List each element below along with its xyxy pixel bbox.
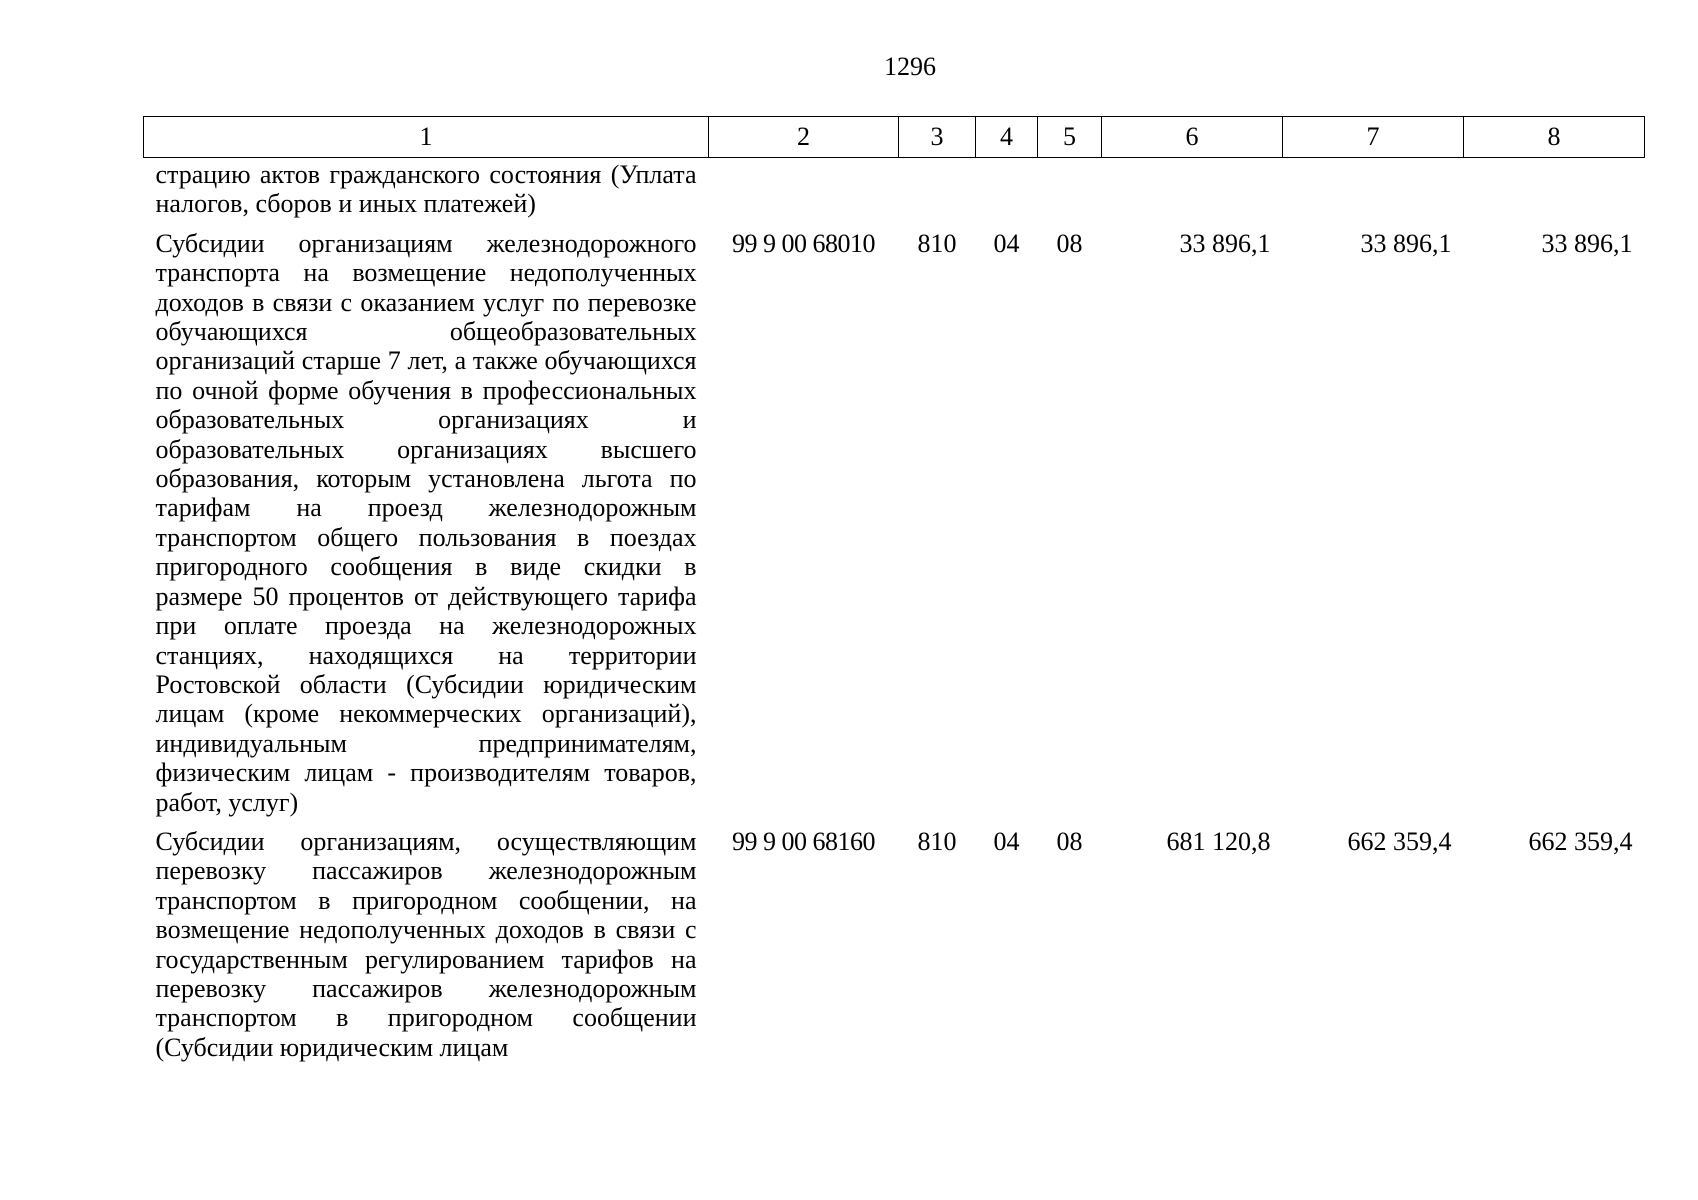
row-col7: 662 359,4	[1347, 826, 1452, 856]
header-col-6: 6	[1102, 117, 1283, 158]
header-col-7: 7	[1283, 117, 1464, 158]
row-col3	[899, 158, 976, 229]
budget-table	[143, 116, 1645, 1062]
row-col3: 810	[917, 228, 957, 258]
row-col6	[1102, 158, 1283, 229]
header-col-2: 2	[709, 117, 899, 158]
row-col5	[1038, 158, 1102, 229]
row-col3: 810	[917, 826, 957, 856]
row-col4	[976, 158, 1038, 229]
row-col4: 04	[993, 826, 1020, 856]
header-col-3: 3	[899, 117, 976, 158]
row-col8: 662 359,4	[1528, 826, 1633, 856]
table-row	[144, 158, 1645, 229]
row-description: страцию актов гражданского состояния (Уплата налогов, сборов и иных платежей)	[155, 160, 697, 219]
table-row	[144, 229, 1645, 827]
row-code	[709, 158, 899, 229]
page-number: 1296	[884, 52, 936, 81]
row-description: Субсидии организациям, осуществляющим перевозку пассажиров железнодорожным транспортом в пригородном сообщении, на возмещение недополученных доходов в связи с государственным регулированием тарифов на перевозку пассажиров железнодорожным транспортом в пригородном сообщении (Субсидии юридическим лицам	[155, 826, 697, 1062]
row-col6: 33 896,1	[1179, 228, 1271, 258]
header-row	[144, 117, 1645, 158]
row-description: Субсидии организациям железнодорожного транспорта на возмещение недополученных доходов в связи с оказанием услуг по перевозке обучающихся общеобразовательных организаций старше 7 лет, а также обучающихся по очной форме обучения в профессиональных образовательных организациях и образовательных организациях высшего образования, которым установлена льгота по тарифам на проезд железнодорожным транспортом общего пользования в поездах пригородного сообщения в виде скидки в размере 50 процентов от действующего тарифа при оплате проезда на железнодорожных станциях, находящихся на территории Ростовской области (Субсидии юридическим лицам (кроме некоммерческих организаций), индивидуальным предпринимателям, физическим лицам - производителям товаров, работ, услуг)	[155, 228, 697, 817]
row-code: 99 9 00 68010	[732, 228, 875, 258]
header-col-4: 4	[976, 117, 1038, 158]
row-col7	[1283, 158, 1464, 229]
row-col4: 04	[993, 228, 1020, 258]
row-col8: 33 896,1	[1541, 228, 1633, 258]
row-code: 99 9 00 68160	[732, 826, 875, 856]
row-col8	[1464, 158, 1645, 229]
table-row	[144, 827, 1645, 1062]
row-col6: 681 120,8	[1166, 826, 1271, 856]
row-col5: 08	[1056, 228, 1083, 258]
row-col5: 08	[1056, 826, 1083, 856]
header-col-1: 1	[144, 117, 709, 158]
header-col-5: 5	[1038, 117, 1102, 158]
header-col-8: 8	[1464, 117, 1645, 158]
row-col7: 33 896,1	[1360, 228, 1452, 258]
